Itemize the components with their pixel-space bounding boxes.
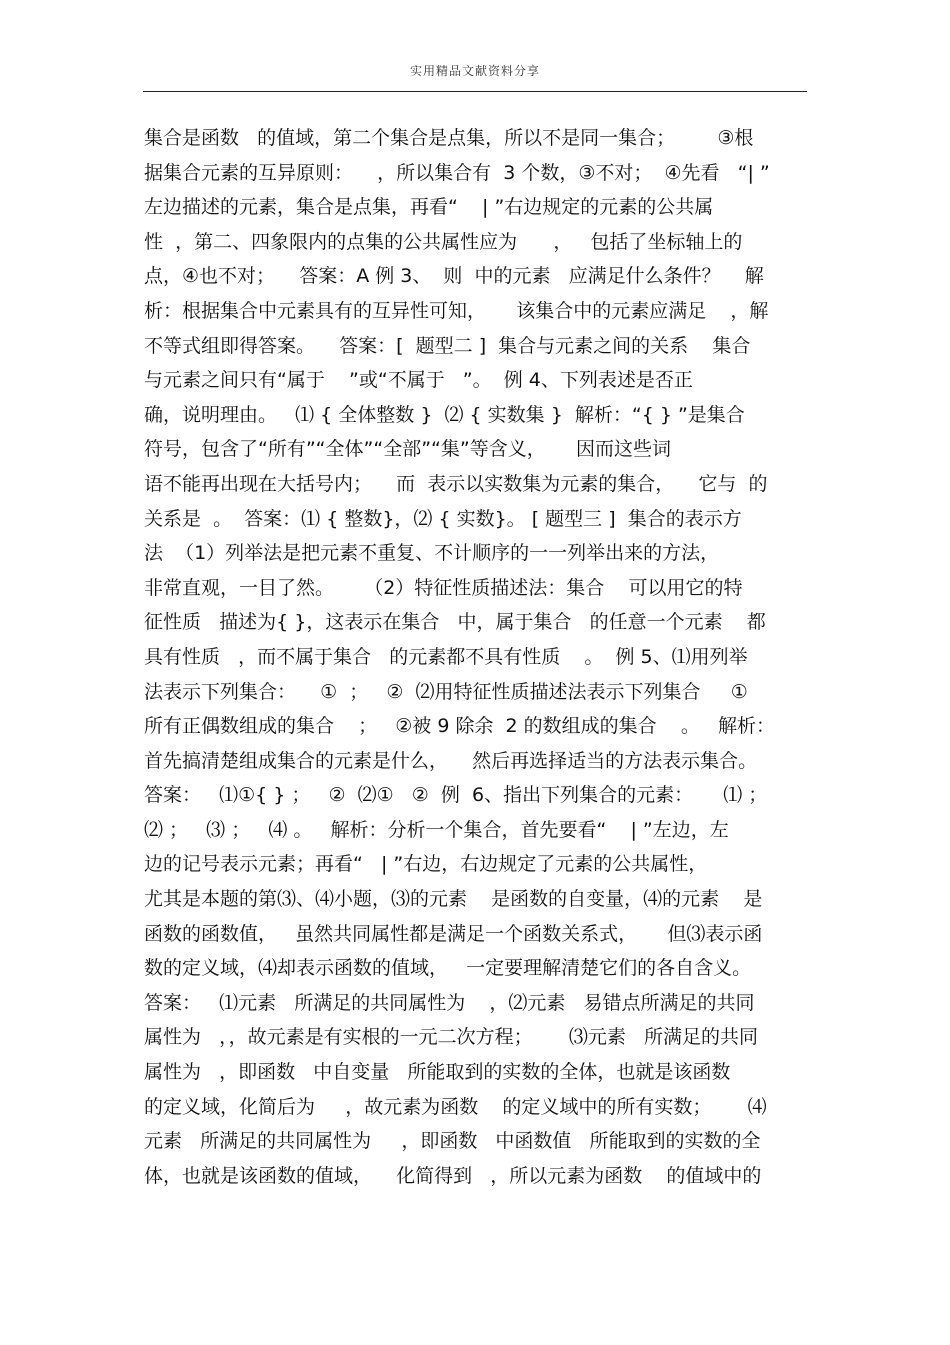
text-line: 答案： ⑴①{ } ； ② ⑵① ② 例 6、指出下列集合的元素： ⑴ ； xyxy=(144,784,768,807)
text-line: 集合是函数 的值域，第二个集合是点集，所以不是同一集合； ③根 xyxy=(144,127,754,149)
text-line: 语不能再出现在大括号内； 而 表示以实数集为元素的集合， 它与 的 xyxy=(144,472,768,495)
text-line: 与元素之间只有“属于 ”或“不属于 ”。 例 4、下列表述是否正 xyxy=(144,369,693,392)
text-line: 据集合元素的互异原则： ，所以集合有 3 个数，③不对； ④先看 “| ” xyxy=(144,161,770,184)
text-line: 所有正偶数组成的集合 ； ②被 9 除余 2 的数组成的集合 。 解析： xyxy=(144,715,775,738)
text-line: 数的定义域，⑷却表示函数的值域， 一定要理解清楚它们的各自含义。 xyxy=(144,957,752,980)
text-line: 首先搞清楚组成集合的元素是什么， 然后再选择适当的方法表示集合。 xyxy=(144,749,758,772)
text-line: 具有性质 ，而不属于集合 的元素都不具有性质 。 例 5、⑴用列举 xyxy=(144,645,748,668)
text-line: 函数的函数值， 虽然共同属性都是满足一个函数关系式， 但⑶表示函 xyxy=(144,922,763,945)
text-line: 左边描述的元素，集合是点集，再看“ | ”右边规定的元素的公共属 xyxy=(144,196,714,219)
text-line: 答案： ⑴元素 所满足的共同属性为 ，⑵元素 易错点所满足的共同 xyxy=(144,991,755,1014)
text-line: 点，④也不对； 答案：A 例 3、 则 中的元素 应满足什么条件？ 解 xyxy=(144,265,764,288)
document-body xyxy=(144,121,816,1193)
header-divider xyxy=(143,91,807,92)
text-line: 体，也就是该函数的值域， 化简得到 ，所以元素为函数 的值域中的 xyxy=(144,1164,762,1187)
text-line: 确，说明理由。 ⑴ { 全体整数 } ⑵ { 实数集 } 解析：“{ } ”是集合 xyxy=(144,403,745,426)
text-line: 边的记号表示元素；再看“ | ”右边，右边规定了元素的公共属性， xyxy=(144,853,708,876)
text-line: 符号，包含了“所有”“全体”“全部”“集”等含义， 因而这些词 xyxy=(144,438,671,461)
text-line: 属性为 ，即函数 中自变量 所能取到的实数的全体，也就是该函数 xyxy=(144,1061,731,1084)
text-line: 的定义域，化简后为 ，故元素为函数 的定义域中的所有实数； ⑷ xyxy=(144,1095,767,1118)
text-line: 尤其是本题的第⑶、⑷小题，⑶的元素 是函数的自变量，⑷的元素 是 xyxy=(144,888,763,911)
text-line: 法 （1）列举法是把元素不重复、不计顺序的一一列举出来的方法， xyxy=(144,542,720,565)
text-line: ⑵ ； ⑶ ； ⑷ 。 解析：分析一个集合，首先要看“ | ”左边，左 xyxy=(144,818,729,841)
text-line: 析：根据集合中元素具有的互异性可知， 该集合中的元素应满足 ，解 xyxy=(144,299,769,322)
text-line: 属性为 ，，故元素是有实根的一元二次方程； ⑶元素 所满足的共同 xyxy=(144,1026,758,1049)
text-line: 不等式组即得答案。 答案：[ 题型二 ] 集合与元素之间的关系 集合 xyxy=(144,334,751,357)
text-line: 征性质 描述为{ }，这表示在集合 中，属于集合 的任意一个元素 都 xyxy=(144,611,766,634)
text-line: 法表示下列集合： ① ； ② ⑵用特征性质描述法表示下列集合 ① xyxy=(144,680,748,703)
text-line: 非常直观，一目了然。 （2）特征性质描述法：集合 可以用它的特 xyxy=(144,576,743,599)
text-line: 关系是 。 答案：⑴ { 整数}，⑵ { 实数}。 [ 题型三 ] 集合的表示方 xyxy=(144,507,742,530)
page-header: 实用精品文献资料分享 xyxy=(409,64,540,78)
text-line: 性 ，第二、四象限内的点集的公共属性应为 ， 包括了坐标轴上的 xyxy=(144,230,743,253)
text-line: 元素 所满足的共同属性为 ，即函数 中函数值 所能取到的实数的全 xyxy=(144,1130,761,1153)
